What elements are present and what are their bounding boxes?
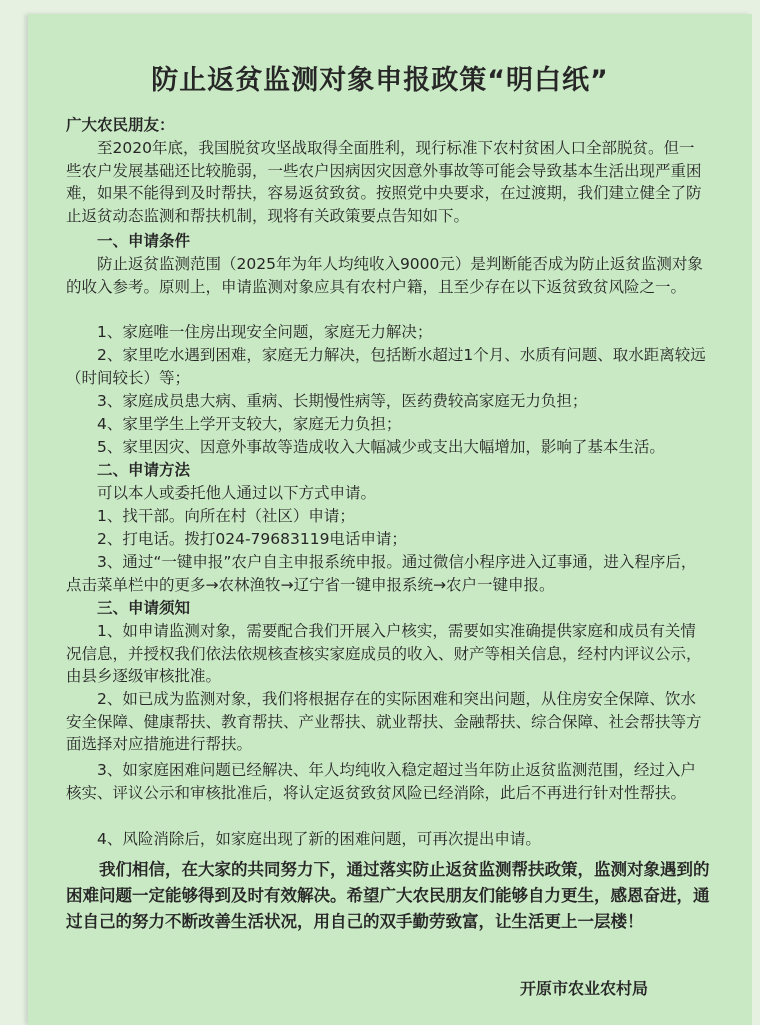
section-heading-methods: 二、申请方法 — [97, 461, 191, 479]
condition-item-1: 1、家庭唯一住房出现安全问题，家庭无力解决； — [97, 323, 433, 341]
method-item-2: 2、打电话。拨打024-79683119电话申请； — [97, 530, 407, 548]
closing-paragraph: 我们相信，在大家的共同努力下，通过落实防止返贫监测帮扶政策，监测对象遇到的困难问题一定能够得到及时有效解决。希望广大农民朋友们能够自力更生，感恩奋进，通过自己的努力不断改善生活状况，用自己的双手勤劳致富，让生活更上一层楼！ — [66, 860, 710, 931]
note-item-1: 1、如申请监测对象，需要配合我们开展入户核实，需要如实准确提供家庭和成员有关情况信息，并授权我们依法依规核查核实家庭成员的收入、财产等相关信息，经村内评议公示，由县乡逐级审核批准。 — [66, 622, 702, 686]
method-item-3: 3、通过“一键申报”农户自主申报系统申报。通过微信小程序进入辽事通，进入程序后，点击菜单栏中的更多→农林渔牧→辽宁省一键申报系统→农户一键申报。 — [66, 553, 697, 594]
condition-item-4: 4、家里学生上学开支较大，家庭无力负担； — [97, 415, 402, 433]
condition-item-3: 3、家庭成员患大病、重病、长期慢性病等，医药费较高家庭无力负担； — [97, 392, 588, 410]
condition-item-5: 5、家里因灾、因意外事故等造成收入大幅减少或支出大幅增加，影响了基本生活。 — [97, 438, 665, 456]
note-item-2: 2、如已成为监测对象，我们将根据存在的实际困难和突出问题，从住房安全保障、饮水安全保障、健康帮扶、教育帮扶、产业帮扶、就业帮扶、金融帮扶、综合保障、社会帮扶等方面选择对应措施进行帮扶。 — [66, 690, 702, 754]
note-item-3: 3、如家庭困难问题已经解决、年人均纯收入稳定超过当年防止返贫监测范围，经过入户核实、评议公示和审核批准后，将认定返贫致贫风险已经消除，此后不再进行针对性帮扶。 — [66, 761, 696, 802]
methods-paragraph: 可以本人或委托他人通过以下方式申请。 — [97, 484, 377, 502]
conditions-paragraph: 防止返贫监测范围（2025年为年人均纯收入9000元）是判断能否成为防止返贫监测对象的收入参考。原则上，申请监测对象应具有农村户籍，且至少存在以下返贫致贫风险之一。 — [66, 255, 703, 296]
section-heading-notes: 三、申请须知 — [97, 599, 191, 617]
intro-paragraph: 至2020年底，我国脱贫攻坚战取得全面胜利，现行标准下农村贫困人口全部脱贫。但一些农户发展基础还比较脆弱，一些农户因病因灾因意外事故等可能会导致基本生活出现严重困难，如果不能得到及时帮扶，容易返贫致贫。按照党中央要求，在过渡期，我们建立健全了防止返贫动态监测和帮扶机制，现将有关政策要点告知如下。 — [66, 139, 702, 225]
page-title: 防止返贫监测对象申报政策“明白纸” — [151, 65, 609, 96]
note-item-4: 4、风险消除后，如家庭出现了新的困难问题，可再次提出申请。 — [97, 830, 541, 848]
greeting: 广大农民朋友： — [66, 116, 175, 134]
section-heading-conditions: 一、申请条件 — [97, 232, 191, 250]
signature: 开原市农业农村局 — [520, 979, 649, 998]
condition-item-2: 2、家里吃水遇到困难，家庭无力解决，包括断水超过1个月、水质有问题、取水距离较远（时间较长）等； — [66, 346, 706, 387]
method-item-1: 1、找干部。向所在村（社区）申请； — [97, 507, 355, 525]
